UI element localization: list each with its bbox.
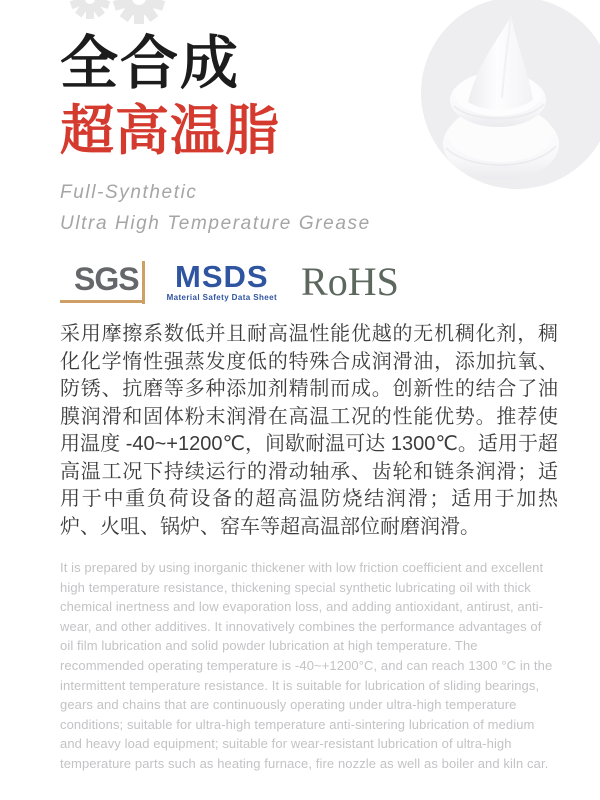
subtitle-en: [60, 177, 558, 239]
page-title-cn: 全合成: [60, 31, 241, 96]
rohs-label: RoHS: [301, 259, 399, 304]
sgs-logo: [60, 259, 143, 305]
msds-logo: [166, 259, 278, 305]
msds-label: MSDS: [175, 259, 269, 294]
subtitle-en-line2: Ultra High Temperature Grease: [60, 213, 371, 234]
subtitle-en-line1: Full-Synthetic: [60, 182, 198, 203]
content-column: [60, 30, 558, 774]
gear-icons: [64, 0, 184, 32]
description-english: It is prepared by using inorganic thickener with low friction coefficient and excellent high temperature resistance, thickening special synthetic lubricating oil with thick chemical inertness and low evaporation loss, and adding antioxidant, antirust, anti-wear, and other additives. It innovatively combines the performance advantages of oil film lubrication and solid powder lubrication at high temperature. The recommended operating temperature is -40~+1200°C, and can reach 1300 °C in the intermittent temperature resistance. It is suitable for lubrication of sliding bearings, gears and chains that are continuously operating under ultra-high temperature conditions; suitable for ultra-high temperature anti-sintering lubrication of medium and heavy load equipment; suitable for wear-resistant lubrication of ultra-high temperature parts such as heating furnace, fire nozzle as well as boiler and kiln car.: [60, 560, 553, 771]
rohs-logo: [301, 259, 399, 305]
description-chinese: 采用摩擦系数低并且耐高温性能优越的无机稠化剂，稠化化学惰性强蒸发度低的特殊合成润滑油，添加抗氧、防锈、抗磨等多种添加剂精制而成。创新性的结合了油膜润滑和固体粉末润滑在高温工况的性能优势。推荐使用温度 -40~+1200℃，间歇耐温可达 1300℃。适用于超高温工况下持续运行的滑动轴承、齿轮和链条润滑；适用于中重负荷设备的超高温防烧结润滑；适用于加热炉、火咀、锅炉、窑车等超高温部位耐磨润滑。: [60, 323, 558, 538]
msds-sublabel: Material Safety Data Sheet: [166, 293, 278, 302]
certification-logos: [60, 257, 558, 305]
sgs-label: SGS: [74, 261, 139, 297]
page-title-cn-accent: 超高温脂: [60, 101, 280, 161]
